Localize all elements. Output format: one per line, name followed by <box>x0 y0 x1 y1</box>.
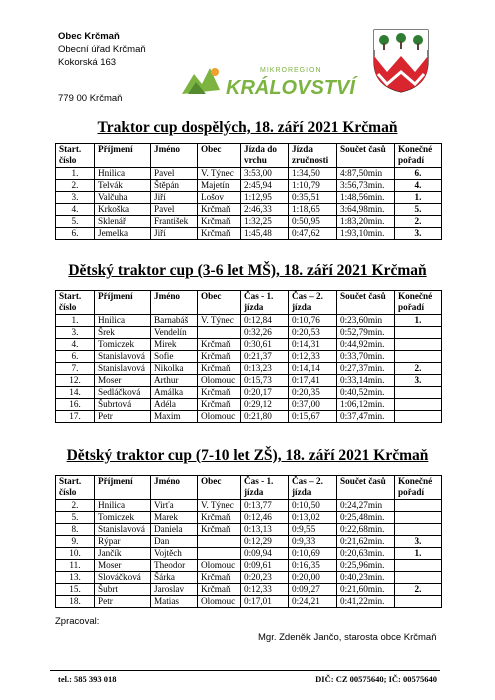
cell-run1: 1:12,95 <box>241 192 289 204</box>
col-first-name: Jméno <box>151 291 198 315</box>
cell-run2: 0:9,55 <box>289 524 337 536</box>
table-row <box>56 524 442 536</box>
cell-rank: 2. <box>395 363 442 375</box>
col-run1: Jízda do vrchu <box>241 144 289 168</box>
cell-start-number: 5. <box>56 216 95 228</box>
cell-run2: 0:14,31 <box>289 339 337 351</box>
cell-start-number: 3. <box>56 192 95 204</box>
cell-rank: 1. <box>395 548 442 560</box>
mikroregion-logo <box>180 60 355 100</box>
cell-first-name: Adéla <box>151 399 198 411</box>
col-run2: Čas – 2. jízda <box>289 476 337 500</box>
table-row <box>56 596 442 608</box>
footer-divider <box>50 670 440 671</box>
cell-town: Krčmaň <box>198 204 241 216</box>
cell-total: 0:25,96min. <box>337 560 395 572</box>
col-surname: Příjmení <box>95 291 151 315</box>
cell-total: 0:44,92min. <box>337 339 395 351</box>
table-row <box>56 560 442 572</box>
cell-run2: 0:9,33 <box>289 536 337 548</box>
cell-surname: Hnilica <box>95 315 151 327</box>
results-table-kids-7-10 <box>55 475 442 608</box>
col-town: Obec <box>198 144 241 168</box>
cell-first-name: Jiří <box>151 228 198 240</box>
cell-rank <box>395 596 442 608</box>
table-row <box>56 339 442 351</box>
cell-run1: 1:32,25 <box>241 216 289 228</box>
cell-start-number: 6. <box>56 228 95 240</box>
col-run2: Jízda zručnosti <box>289 144 337 168</box>
cell-first-name: Jiří <box>151 192 198 204</box>
cell-run1: 0:13,77 <box>241 500 289 512</box>
table-header-row <box>56 476 442 500</box>
cell-rank <box>395 500 442 512</box>
cell-town: Olomouc <box>198 411 241 423</box>
cell-first-name: Arthur <box>151 375 198 387</box>
cell-run2: 0:20,00 <box>289 572 337 584</box>
cell-total: 0:33,70min. <box>337 351 395 363</box>
cell-surname: Krkoška <box>95 204 151 216</box>
cell-first-name: Sofie <box>151 351 198 363</box>
cell-surname: Sedláčková <box>95 387 151 399</box>
cell-run2: 0:20,53 <box>289 327 337 339</box>
cell-run2: 1:34,50 <box>289 168 337 180</box>
cell-rank: 3. <box>395 536 442 548</box>
cell-start-number: 11. <box>56 560 95 572</box>
cell-run1: 1:45,48 <box>241 228 289 240</box>
cell-rank: 5. <box>395 204 442 216</box>
cell-town: Krčmaň <box>198 216 241 228</box>
cell-total: 0:24,27min <box>337 500 395 512</box>
col-first-name: Jméno <box>151 144 198 168</box>
cell-surname: Hnilica <box>95 500 151 512</box>
cell-town: V. Týnec <box>198 168 241 180</box>
col-start-number: Start. číslo <box>56 291 95 315</box>
table-row <box>56 168 442 180</box>
table-row <box>56 228 442 240</box>
cell-start-number: 9. <box>56 536 95 548</box>
office-name: Obecní úřad Krčmaň <box>58 44 146 55</box>
cell-rank <box>395 411 442 423</box>
cell-town: Krčmaň <box>198 399 241 411</box>
cell-total: 0:20,63min. <box>337 548 395 560</box>
cell-surname: Tomiczek <box>95 512 151 524</box>
cell-run1: 0:20,17 <box>241 387 289 399</box>
cell-surname: Šubrt <box>95 584 151 596</box>
cell-rank <box>395 339 442 351</box>
cell-first-name: Vendelín <box>151 327 198 339</box>
col-rank: Konečné pořadí <box>395 144 442 168</box>
cell-rank: 6. <box>395 168 442 180</box>
cell-run1: 0:09,61 <box>241 560 289 572</box>
cell-run1: 0:12,33 <box>241 584 289 596</box>
cell-town: Krčmaň <box>198 512 241 524</box>
cell-total: 0:41,22min. <box>337 596 395 608</box>
table-row <box>56 387 442 399</box>
cell-start-number: 2. <box>56 500 95 512</box>
cell-start-number: 14. <box>56 387 95 399</box>
cell-rank <box>395 327 442 339</box>
city: 779 00 Krčmaň <box>58 93 123 104</box>
cell-run2: 0:14,14 <box>289 363 337 375</box>
cell-total: 4:87,50min <box>337 168 395 180</box>
cell-rank <box>395 560 442 572</box>
cell-start-number: 13. <box>56 572 95 584</box>
cell-run1: 0:21,37 <box>241 351 289 363</box>
cell-run2: 0:09,27 <box>289 584 337 596</box>
cell-total: 0:33,14min. <box>337 375 395 387</box>
cell-total: 0:40,52min. <box>337 387 395 399</box>
cell-first-name: Nikolka <box>151 363 198 375</box>
cell-run1: 0:12,29 <box>241 536 289 548</box>
footer-phone: tel.: 585 393 018 <box>58 674 117 684</box>
table-row <box>56 399 442 411</box>
cell-run1: 2:45,94 <box>241 180 289 192</box>
cell-rank: 1. <box>395 315 442 327</box>
cell-surname: Petr <box>95 596 151 608</box>
cell-rank: 1. <box>395 192 442 204</box>
cell-town: Krčmaň <box>198 572 241 584</box>
cell-rank: 3. <box>395 228 442 240</box>
table-row <box>56 548 442 560</box>
address-block <box>58 30 146 69</box>
col-run1: Čas - 1. jízda <box>241 291 289 315</box>
cell-run2: 0:15,67 <box>289 411 337 423</box>
cell-run2: 0:10,69 <box>289 548 337 560</box>
cell-run1: 0:12,46 <box>241 512 289 524</box>
cell-run2: 0:37,00 <box>289 399 337 411</box>
cell-total: 0:23,60min <box>337 315 395 327</box>
table-row <box>56 327 442 339</box>
cell-surname: Telvák <box>95 180 151 192</box>
cell-town: Krčmaň <box>198 584 241 596</box>
cell-total: 0:21,60min. <box>337 584 395 596</box>
cell-rank: 2. <box>395 584 442 596</box>
cell-start-number: 12. <box>56 375 95 387</box>
cell-run2: 0:10,50 <box>289 500 337 512</box>
cell-run2: 0:35,51 <box>289 192 337 204</box>
cell-rank <box>395 399 442 411</box>
cell-run2: 0:12,33 <box>289 351 337 363</box>
cell-run1: 0:30,61 <box>241 339 289 351</box>
cell-town: Krčmaň <box>198 363 241 375</box>
cell-run2: 0:13,02 <box>289 512 337 524</box>
col-surname: Příjmení <box>95 476 151 500</box>
table-row <box>56 500 442 512</box>
cell-total: 0:21,62min. <box>337 536 395 548</box>
cell-run2: 0:20,35 <box>289 387 337 399</box>
cell-surname: Rýpar <box>95 536 151 548</box>
table-row <box>56 536 442 548</box>
signature-line: Mgr. Zdeněk Jančo, starosta obce Krčmaň <box>258 632 437 643</box>
results-table-adults <box>55 143 442 240</box>
cell-total: 1:48,56min. <box>337 192 395 204</box>
cell-rank: 2. <box>395 216 442 228</box>
cell-run1: 0:13,23 <box>241 363 289 375</box>
section-title-kids-7-10: Dětský traktor cup (7-10 let ZŠ), 18. září 2021 Krčmaň <box>66 447 429 464</box>
cell-start-number: 15. <box>56 584 95 596</box>
col-total: Součet časů <box>337 291 395 315</box>
cell-rank <box>395 572 442 584</box>
cell-run2: 1:18,65 <box>289 204 337 216</box>
cell-start-number: 4. <box>56 204 95 216</box>
cell-rank <box>395 512 442 524</box>
table-row <box>56 512 442 524</box>
cell-first-name: Virťa <box>151 500 198 512</box>
cell-run1: 3:53,00 <box>241 168 289 180</box>
cell-start-number: 7. <box>56 363 95 375</box>
cell-total: 0:27,37min. <box>337 363 395 375</box>
col-run2: Čas – 2. jízda <box>289 291 337 315</box>
cell-surname: Valčuha <box>95 192 151 204</box>
cell-surname: Moser <box>95 375 151 387</box>
cell-run2: 1:10,79 <box>289 180 337 192</box>
table-row <box>56 411 442 423</box>
cell-first-name: Mirek <box>151 339 198 351</box>
col-surname: Příjmení <box>95 144 151 168</box>
cell-town: Krčmaň <box>198 387 241 399</box>
cell-surname: Petr <box>95 411 151 423</box>
cell-start-number: 5. <box>56 512 95 524</box>
cell-first-name: Matias <box>151 596 198 608</box>
cell-total: 0:52,79min. <box>337 327 395 339</box>
cell-rank <box>395 351 442 363</box>
table-row <box>56 584 442 596</box>
table-header-row <box>56 144 442 168</box>
cell-town <box>198 548 241 560</box>
cell-run2: 0:47,62 <box>289 228 337 240</box>
col-total: Součet časů <box>337 476 395 500</box>
cell-start-number: 2. <box>56 180 95 192</box>
logo-big-text: KRÁLOVSTVÍ <box>226 77 355 99</box>
cell-run2: 0:24,21 <box>289 596 337 608</box>
cell-run1: 0:13,13 <box>241 524 289 536</box>
cell-town: Krčmaň <box>198 339 241 351</box>
cell-first-name: František <box>151 216 198 228</box>
cell-first-name: Dan <box>151 536 198 548</box>
table-row <box>56 572 442 584</box>
cell-start-number: 18. <box>56 596 95 608</box>
cell-surname: Tomiczek <box>95 339 151 351</box>
cell-first-name: Pavel <box>151 204 198 216</box>
cell-surname: Jemelka <box>95 228 151 240</box>
coat-of-arms-icon <box>372 28 430 94</box>
col-rank: Konečné pořadí <box>395 476 442 500</box>
cell-run1: 0:20,23 <box>241 572 289 584</box>
page-footer <box>0 670 495 688</box>
cell-first-name: Daniela <box>151 524 198 536</box>
col-start-number: Start. číslo <box>56 476 95 500</box>
street: Kokorská 163 <box>58 57 117 68</box>
cell-first-name: Theodor <box>151 560 198 572</box>
cell-surname: Slováčková <box>95 572 151 584</box>
cell-total: 3:56,73min. <box>337 180 395 192</box>
section-title-adults: Traktor cup dospělých, 18. září 2021 Krčmaň <box>97 119 398 136</box>
cell-surname: Jančík <box>95 548 151 560</box>
cell-run2: 0:16,35 <box>289 560 337 572</box>
cell-surname: Šubrtová <box>95 399 151 411</box>
table-row <box>56 363 442 375</box>
cell-start-number: 8. <box>56 524 95 536</box>
cell-rank: 3. <box>395 375 442 387</box>
cell-first-name: Pavel <box>151 168 198 180</box>
cell-total: 3:64,98min. <box>337 204 395 216</box>
cell-town: V. Týnec <box>198 315 241 327</box>
section-title-kids-3-6: Dětský traktor cup (3-6 let MŠ), 18. září 2021 Krčmaň <box>68 262 427 279</box>
cell-total: 1:83,20min. <box>337 216 395 228</box>
cell-first-name: Šárka <box>151 572 198 584</box>
table-row <box>56 315 442 327</box>
cell-surname: Stanislavová <box>95 363 151 375</box>
cell-surname: Moser <box>95 560 151 572</box>
cell-town <box>198 327 241 339</box>
table-row <box>56 180 442 192</box>
prepared-by-label: Zpracoval: <box>55 616 100 627</box>
results-table-kids-3-6 <box>55 290 442 423</box>
cell-first-name: Vojtěch <box>151 548 198 560</box>
cell-total: 1:06,12min. <box>337 399 395 411</box>
col-first-name: Jméno <box>151 476 198 500</box>
col-total: Součet časů <box>337 144 395 168</box>
cell-run2: 0:10,76 <box>289 315 337 327</box>
cell-town: Olomouc <box>198 560 241 572</box>
cell-start-number: 1. <box>56 315 95 327</box>
cell-town: Krčmaň <box>198 228 241 240</box>
cell-town: Krčmaň <box>198 351 241 363</box>
cell-town: Lošov <box>198 192 241 204</box>
org-name: Obec Krčmaň <box>58 31 120 42</box>
cell-town: Krčmaň <box>198 524 241 536</box>
cell-start-number: 17. <box>56 411 95 423</box>
table-row <box>56 204 442 216</box>
cell-surname: Stanislavová <box>95 351 151 363</box>
cell-surname: Šrek <box>95 327 151 339</box>
footer-ids: DIČ: CZ 00575640; IČ: 00575640 <box>315 674 437 684</box>
cell-surname: Hnilica <box>95 168 151 180</box>
cell-total: 0:37,47min. <box>337 411 395 423</box>
cell-surname: Stanislavová <box>95 524 151 536</box>
cell-start-number: 16. <box>56 399 95 411</box>
cell-total: 1:93,10min. <box>337 228 395 240</box>
col-run1: Čas - 1. jízda <box>241 476 289 500</box>
cell-total: 0:22,68min. <box>337 524 395 536</box>
cell-town <box>198 536 241 548</box>
cell-start-number: 3. <box>56 327 95 339</box>
cell-run1: 0:32,26 <box>241 327 289 339</box>
cell-rank: 4. <box>395 180 442 192</box>
cell-rank <box>395 524 442 536</box>
cell-run1: 0:17,01 <box>241 596 289 608</box>
table-row <box>56 351 442 363</box>
cell-start-number: 1. <box>56 168 95 180</box>
cell-run1: 0:29,12 <box>241 399 289 411</box>
cell-town: Olomouc <box>198 375 241 387</box>
cell-run1: 0:21,80 <box>241 411 289 423</box>
cell-town: Majetín <box>198 180 241 192</box>
cell-start-number: 4. <box>56 339 95 351</box>
cell-town: Olomouc <box>198 596 241 608</box>
cell-first-name: Barnabáš <box>151 315 198 327</box>
cell-total: 0:25,48min. <box>337 512 395 524</box>
cell-run2: 0:17,41 <box>289 375 337 387</box>
cell-run1: 0:12,84 <box>241 315 289 327</box>
cell-run1: 0:09,94 <box>241 548 289 560</box>
cell-start-number: 10. <box>56 548 95 560</box>
table-row <box>56 375 442 387</box>
cell-rank <box>395 387 442 399</box>
cell-first-name: Maxim <box>151 411 198 423</box>
logo-small-text: MIKROREGION <box>260 67 322 74</box>
cell-total: 0:40,23min. <box>337 572 395 584</box>
cell-first-name: Štěpán <box>151 180 198 192</box>
table-row <box>56 192 442 204</box>
col-start-number: Start. číslo <box>56 144 95 168</box>
cell-first-name: Amálka <box>151 387 198 399</box>
cell-run1: 2:46,33 <box>241 204 289 216</box>
cell-surname: Sklenář <box>95 216 151 228</box>
col-town: Obec <box>198 291 241 315</box>
cell-run1: 0:15,73 <box>241 375 289 387</box>
col-town: Obec <box>198 476 241 500</box>
table-row <box>56 216 442 228</box>
col-rank: Konečné pořadí <box>395 291 442 315</box>
cell-first-name: Marek <box>151 512 198 524</box>
cell-first-name: Jaroslav <box>151 584 198 596</box>
cell-start-number: 6. <box>56 351 95 363</box>
cell-run2: 0:50,95 <box>289 216 337 228</box>
cell-town: V. Týnec <box>198 500 241 512</box>
table-header-row <box>56 291 442 315</box>
